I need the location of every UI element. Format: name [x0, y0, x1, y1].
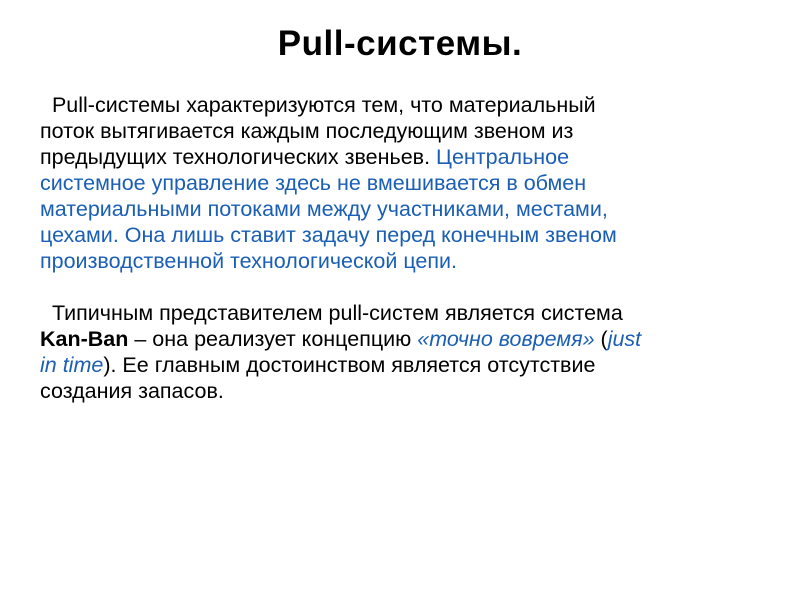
highlighted-text-line	[40, 248, 788, 274]
text-line	[40, 352, 788, 378]
paragraph-pull-definition	[40, 92, 788, 274]
kanban-term: Kan-Ban	[40, 327, 129, 351]
text-line	[40, 118, 788, 144]
highlighted-text-line	[40, 170, 788, 196]
text-span: – она реализует концепцию	[128, 327, 418, 351]
slide-title: Pull-системы.	[277, 24, 523, 63]
text-line	[40, 326, 788, 352]
slide-body	[40, 92, 788, 430]
text-span: ). Ее главным достоинством является отсутствие	[103, 353, 596, 377]
highlighted-text-line	[40, 222, 788, 248]
text-span: создания запасов.	[40, 379, 224, 403]
text-span: Pull-системы характеризуются тем, что материальный	[40, 93, 596, 117]
text-span: Типичным представителем pull-систем является система	[40, 301, 623, 325]
highlighted-text: Центральное	[436, 145, 570, 169]
text-line	[40, 144, 788, 170]
paragraph-kanban	[40, 300, 788, 404]
text-span: системное управление здесь не вмешивается в обмен	[40, 171, 587, 195]
highlighted-italic-text: «точно вовремя»	[417, 327, 595, 351]
text-span: производственной технологической цепи.	[40, 249, 458, 273]
text-line	[40, 300, 788, 326]
text-span: цехами. Она лишь ставит задачу перед конечным звеном	[40, 223, 617, 247]
text-span: предыдущих технологических звеньев.	[40, 145, 437, 169]
text-line	[40, 378, 788, 404]
text-span: материальными потоками между участниками, местами,	[40, 197, 608, 221]
text-line	[40, 92, 788, 118]
highlighted-italic-text: just	[607, 327, 642, 351]
highlighted-italic-text: in time	[40, 353, 104, 377]
text-span: поток вытягивается каждым последующим звеном из	[40, 119, 574, 143]
highlighted-text-line	[40, 196, 788, 222]
text-span: (	[594, 327, 608, 351]
